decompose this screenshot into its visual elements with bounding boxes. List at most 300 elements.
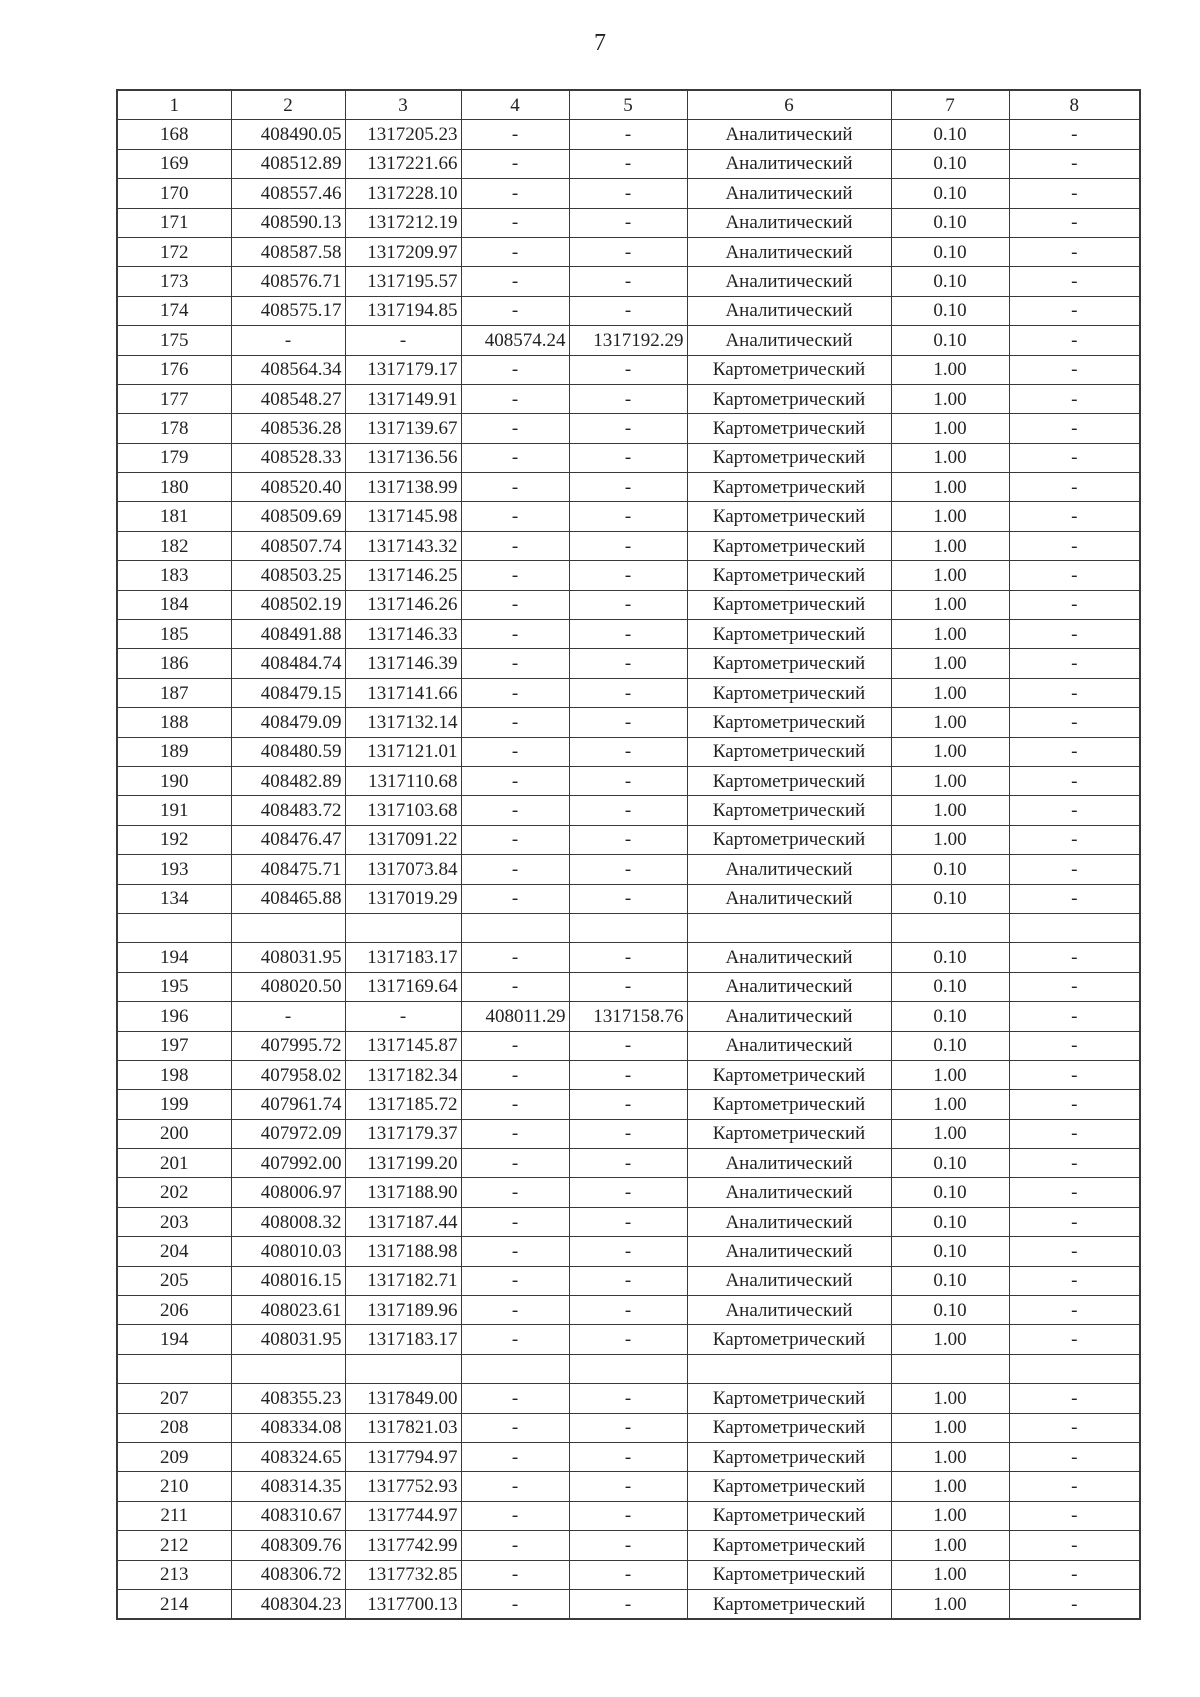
table-cell: -	[1009, 1325, 1140, 1354]
table-cell: -	[1009, 649, 1140, 678]
table-cell: 1.00	[891, 561, 1009, 590]
table-cell: 408309.76	[231, 1531, 345, 1560]
table-cell: Аналитический	[687, 237, 891, 266]
table-cell: Картометрический	[687, 502, 891, 531]
table-cell: -	[569, 1531, 687, 1560]
table-cell: 1317188.90	[345, 1178, 461, 1207]
table-cell: -	[461, 384, 569, 413]
table-row	[117, 855, 1140, 884]
table-cell: -	[1009, 296, 1140, 325]
table-cell: -	[461, 678, 569, 707]
table-cell: -	[461, 1237, 569, 1266]
table-cell: -	[461, 766, 569, 795]
table-cell: Картометрический	[687, 590, 891, 619]
table-cell: 1.00	[891, 620, 1009, 649]
table-row	[117, 208, 1140, 237]
table-cell: -	[569, 1296, 687, 1325]
table-cell: -	[461, 531, 569, 560]
table-cell: 1.00	[891, 1442, 1009, 1471]
table-cell: 206	[117, 1296, 231, 1325]
table-cell: -	[461, 1531, 569, 1560]
table-cell: -	[569, 737, 687, 766]
table-cell: 194	[117, 1325, 231, 1354]
table-cell: 407961.74	[231, 1090, 345, 1119]
table-cell: 1.00	[891, 384, 1009, 413]
table-cell: 1317136.56	[345, 443, 461, 472]
column-header: 2	[231, 90, 345, 120]
table-cell: -	[569, 766, 687, 795]
table-cell: 408008.32	[231, 1207, 345, 1236]
table-cell: 0.10	[891, 149, 1009, 178]
table-cell: Картометрический	[687, 1560, 891, 1589]
table-cell: -	[1009, 1178, 1140, 1207]
table-cell: 1317138.99	[345, 473, 461, 502]
table-cell: -	[569, 208, 687, 237]
table-cell: 0.10	[891, 120, 1009, 149]
table-cell: -	[1009, 1531, 1140, 1560]
table-cell: Аналитический	[687, 855, 891, 884]
table-row	[117, 473, 1140, 502]
table-cell: Аналитический	[687, 149, 891, 178]
table-cell: -	[1009, 237, 1140, 266]
table-cell: -	[345, 1002, 461, 1031]
table-cell: 408355.23	[231, 1384, 345, 1413]
table-cell: 1.00	[891, 443, 1009, 472]
table-cell: 1317169.64	[345, 972, 461, 1001]
table-cell: 408564.34	[231, 355, 345, 384]
table-cell: -	[569, 796, 687, 825]
table-cell: 1317073.84	[345, 855, 461, 884]
table-cell: -	[1009, 120, 1140, 149]
table-cell: -	[569, 825, 687, 854]
table-cell: -	[1009, 972, 1140, 1001]
table-cell: Аналитический	[687, 1266, 891, 1295]
table-cell	[231, 1354, 345, 1383]
table-cell: -	[461, 208, 569, 237]
table-cell: 1.00	[891, 1560, 1009, 1589]
table-row	[117, 1090, 1140, 1119]
table-cell: 190	[117, 766, 231, 795]
table-cell: -	[569, 384, 687, 413]
table-cell: 408590.13	[231, 208, 345, 237]
table-cell: 1317794.97	[345, 1442, 461, 1471]
table-cell: -	[1009, 1031, 1140, 1060]
table-cell: 1317228.10	[345, 179, 461, 208]
table-cell: Картометрический	[687, 1472, 891, 1501]
table-cell: -	[569, 1413, 687, 1442]
table-cell: 176	[117, 355, 231, 384]
table-cell: 205	[117, 1266, 231, 1295]
table-cell: -	[1009, 943, 1140, 972]
table-cell: -	[461, 737, 569, 766]
table-cell: 213	[117, 1560, 231, 1589]
table-cell: 1317221.66	[345, 149, 461, 178]
table-cell: Картометрический	[687, 355, 891, 384]
table-header-row	[117, 90, 1140, 120]
table-cell: Аналитический	[687, 1207, 891, 1236]
table-cell: 1317145.98	[345, 502, 461, 531]
table-cell: Картометрический	[687, 649, 891, 678]
table-cell: -	[1009, 1207, 1140, 1236]
table-cell: 0.10	[891, 1002, 1009, 1031]
table-cell: 211	[117, 1501, 231, 1530]
table-cell: 1317183.17	[345, 1325, 461, 1354]
table-cell: -	[1009, 1002, 1140, 1031]
table-cell: 1317212.19	[345, 208, 461, 237]
table-cell: -	[1009, 1090, 1140, 1119]
table-row	[117, 1060, 1140, 1089]
table-cell: 175	[117, 326, 231, 355]
table-cell: 1317132.14	[345, 708, 461, 737]
table-cell: 1317187.44	[345, 1207, 461, 1236]
table-cell: 1.00	[891, 1531, 1009, 1560]
table-cell: -	[569, 1325, 687, 1354]
table-cell: -	[1009, 590, 1140, 619]
table-row	[117, 1354, 1140, 1383]
table-cell: Аналитический	[687, 179, 891, 208]
table-cell: -	[461, 590, 569, 619]
table-cell: 193	[117, 855, 231, 884]
table-cell: -	[569, 1149, 687, 1178]
table-cell: 1.00	[891, 1384, 1009, 1413]
table-cell: Картометрический	[687, 531, 891, 560]
table-cell: 1317742.99	[345, 1531, 461, 1560]
table-cell: 1317849.00	[345, 1384, 461, 1413]
table-cell: -	[461, 1031, 569, 1060]
table-cell: 408587.58	[231, 237, 345, 266]
table-cell: 408502.19	[231, 590, 345, 619]
table-cell: Аналитический	[687, 972, 891, 1001]
table-cell: 408536.28	[231, 414, 345, 443]
table-cell: -	[461, 1178, 569, 1207]
table-cell: 171	[117, 208, 231, 237]
table-cell: 188	[117, 708, 231, 737]
table-cell: -	[461, 825, 569, 854]
table-cell: 183	[117, 561, 231, 590]
table-cell: -	[569, 502, 687, 531]
table-cell: 1.00	[891, 1090, 1009, 1119]
table-cell: 408520.40	[231, 473, 345, 502]
table-cell: 408491.88	[231, 620, 345, 649]
table-cell: 202	[117, 1178, 231, 1207]
table-cell: Картометрический	[687, 825, 891, 854]
table-cell: -	[1009, 1384, 1140, 1413]
table-cell: -	[461, 561, 569, 590]
table-cell: -	[1009, 149, 1140, 178]
table-cell: 408031.95	[231, 1325, 345, 1354]
table-cell: 1.00	[891, 737, 1009, 766]
table-cell: -	[1009, 561, 1140, 590]
table-cell: Аналитический	[687, 208, 891, 237]
table-row	[117, 296, 1140, 325]
table-row	[117, 1178, 1140, 1207]
table-cell: 210	[117, 1472, 231, 1501]
table-cell: 0.10	[891, 1266, 1009, 1295]
table-cell: 408304.23	[231, 1589, 345, 1619]
table-cell: 408479.15	[231, 678, 345, 707]
column-header: 3	[345, 90, 461, 120]
table-cell: 408476.47	[231, 825, 345, 854]
table-cell: 187	[117, 678, 231, 707]
table-cell: -	[461, 237, 569, 266]
column-header: 8	[1009, 90, 1140, 120]
table-cell: -	[1009, 1501, 1140, 1530]
table-cell: 408509.69	[231, 502, 345, 531]
table-cell: -	[569, 1384, 687, 1413]
table-cell: 1317139.67	[345, 414, 461, 443]
table-cell: -	[1009, 473, 1140, 502]
table-cell: 0.10	[891, 267, 1009, 296]
table-cell: -	[1009, 1413, 1140, 1442]
table-cell: -	[461, 296, 569, 325]
table-cell: 1317194.85	[345, 296, 461, 325]
table-row	[117, 678, 1140, 707]
table-cell: 408310.67	[231, 1501, 345, 1530]
table-row	[117, 267, 1140, 296]
table-cell: 408574.24	[461, 326, 569, 355]
table-cell: Картометрический	[687, 1384, 891, 1413]
table-cell: Картометрический	[687, 414, 891, 443]
table-cell: 1317182.34	[345, 1060, 461, 1089]
page-number: 7	[594, 30, 606, 56]
table-cell: -	[461, 267, 569, 296]
table-cell: 173	[117, 267, 231, 296]
table-row	[117, 179, 1140, 208]
table-cell: Аналитический	[687, 1296, 891, 1325]
table-cell: -	[461, 149, 569, 178]
table-cell: -	[1009, 384, 1140, 413]
table-cell: 0.10	[891, 855, 1009, 884]
table-cell: 0.10	[891, 1207, 1009, 1236]
table-cell: -	[569, 1266, 687, 1295]
table-cell: -	[1009, 267, 1140, 296]
table-row	[117, 355, 1140, 384]
table-cell: 408016.15	[231, 1266, 345, 1295]
table-cell: Картометрический	[687, 1501, 891, 1530]
table-cell: 1317189.96	[345, 1296, 461, 1325]
table-cell: -	[1009, 531, 1140, 560]
table-cell: -	[569, 179, 687, 208]
table-cell: 1.00	[891, 708, 1009, 737]
table-cell: -	[461, 972, 569, 1001]
table-cell: 408314.35	[231, 1472, 345, 1501]
table-row	[117, 502, 1140, 531]
table-cell: 168	[117, 120, 231, 149]
table-cell	[117, 1354, 231, 1383]
table-cell: -	[345, 326, 461, 355]
table-cell: -	[569, 943, 687, 972]
table-cell: -	[461, 1472, 569, 1501]
table-cell: -	[1009, 208, 1140, 237]
table-cell: Картометрический	[687, 473, 891, 502]
table-cell: Картометрический	[687, 1325, 891, 1354]
table-cell: -	[569, 531, 687, 560]
table-cell: 180	[117, 473, 231, 502]
table-cell: -	[1009, 766, 1140, 795]
table-cell: -	[569, 443, 687, 472]
table-cell: 408483.72	[231, 796, 345, 825]
table-cell: 408503.25	[231, 561, 345, 590]
table-cell: 408528.33	[231, 443, 345, 472]
table-cell: -	[569, 1442, 687, 1471]
table-cell: -	[1009, 179, 1140, 208]
table-row	[117, 1325, 1140, 1354]
table-cell: 0.10	[891, 208, 1009, 237]
table-cell: -	[569, 855, 687, 884]
table-cell: 1.00	[891, 678, 1009, 707]
column-header: 5	[569, 90, 687, 120]
table-cell: 408507.74	[231, 531, 345, 560]
table-cell: -	[569, 1119, 687, 1148]
table-cell: -	[569, 1207, 687, 1236]
table-cell: 1317091.22	[345, 825, 461, 854]
table-cell: 1317195.57	[345, 267, 461, 296]
table-cell: 1317199.20	[345, 1149, 461, 1178]
table-cell: -	[569, 1237, 687, 1266]
table-cell: Картометрический	[687, 796, 891, 825]
table-row	[117, 561, 1140, 590]
table-cell: -	[569, 1060, 687, 1089]
table-cell: 186	[117, 649, 231, 678]
table-cell: Картометрический	[687, 1090, 891, 1119]
table-row	[117, 913, 1140, 942]
table-cell: -	[569, 708, 687, 737]
table-cell: 199	[117, 1090, 231, 1119]
table-cell: -	[569, 296, 687, 325]
table-cell: -	[461, 1149, 569, 1178]
table-cell: Аналитический	[687, 326, 891, 355]
table-cell: 1.00	[891, 473, 1009, 502]
table-cell: 1.00	[891, 531, 1009, 560]
table-cell: 1317143.32	[345, 531, 461, 560]
table-cell: -	[569, 267, 687, 296]
table-cell: 1.00	[891, 590, 1009, 619]
table-cell: 408475.71	[231, 855, 345, 884]
table-cell: 0.10	[891, 943, 1009, 972]
table-cell: 214	[117, 1589, 231, 1619]
table-cell: 0.10	[891, 972, 1009, 1001]
table-cell: 0.10	[891, 1149, 1009, 1178]
table-cell: -	[461, 1442, 569, 1471]
table-cell: Картометрический	[687, 620, 891, 649]
table-cell: 191	[117, 796, 231, 825]
table-cell: Картометрический	[687, 1531, 891, 1560]
table-cell: -	[1009, 737, 1140, 766]
table-cell: 1317732.85	[345, 1560, 461, 1589]
table-cell: 0.10	[891, 296, 1009, 325]
table-cell: Картометрический	[687, 737, 891, 766]
table-cell: 407992.00	[231, 1149, 345, 1178]
table-cell: Картометрический	[687, 1442, 891, 1471]
table-cell: -	[461, 355, 569, 384]
table-cell: 408011.29	[461, 1002, 569, 1031]
table-cell: 0.10	[891, 237, 1009, 266]
table-row	[117, 1119, 1140, 1148]
table-row	[117, 972, 1140, 1001]
table-cell: -	[1009, 678, 1140, 707]
table-row	[117, 1531, 1140, 1560]
table-cell: -	[461, 1119, 569, 1148]
table-cell: -	[1009, 355, 1140, 384]
table-cell: 209	[117, 1442, 231, 1471]
table-cell: 174	[117, 296, 231, 325]
table-cell: -	[1009, 1119, 1140, 1148]
table-cell: 408548.27	[231, 384, 345, 413]
table-row	[117, 1237, 1140, 1266]
table-cell: 408575.17	[231, 296, 345, 325]
table-cell: 1317179.37	[345, 1119, 461, 1148]
table-cell: Картометрический	[687, 1413, 891, 1442]
table-cell: -	[1009, 620, 1140, 649]
table-cell: Аналитический	[687, 267, 891, 296]
table-cell: -	[569, 649, 687, 678]
table-row	[117, 1442, 1140, 1471]
table-cell: 1.00	[891, 414, 1009, 443]
table-cell: 1.00	[891, 825, 1009, 854]
coordinates-table	[116, 89, 1141, 1620]
table-cell: 1317019.29	[345, 884, 461, 913]
table-cell: -	[1009, 1237, 1140, 1266]
table-cell: 1317146.26	[345, 590, 461, 619]
table-cell: 194	[117, 943, 231, 972]
table-cell	[1009, 1354, 1140, 1383]
table-cell: 1317145.87	[345, 1031, 461, 1060]
table-cell: -	[461, 1060, 569, 1089]
table-cell: Аналитический	[687, 1031, 891, 1060]
table-cell	[461, 1354, 569, 1383]
table-cell: -	[461, 414, 569, 443]
table-cell: 184	[117, 590, 231, 619]
table-cell: -	[569, 414, 687, 443]
table-cell: 1317209.97	[345, 237, 461, 266]
table-row	[117, 1501, 1140, 1530]
table-cell: 201	[117, 1149, 231, 1178]
table-cell	[891, 913, 1009, 942]
table-cell: -	[461, 179, 569, 208]
table-cell: 134	[117, 884, 231, 913]
column-header: 1	[117, 90, 231, 120]
table-cell: 196	[117, 1002, 231, 1031]
table-row	[117, 531, 1140, 560]
table-cell: 408324.65	[231, 1442, 345, 1471]
table-row	[117, 620, 1140, 649]
table-cell: -	[461, 1325, 569, 1354]
table-cell: -	[461, 1384, 569, 1413]
table-cell: 1.00	[891, 1060, 1009, 1089]
table-cell: -	[231, 1002, 345, 1031]
table-cell: -	[569, 1560, 687, 1589]
table-cell: -	[461, 1207, 569, 1236]
table-cell	[687, 1354, 891, 1383]
column-header: 4	[461, 90, 569, 120]
table-cell: -	[569, 1178, 687, 1207]
table-cell: Картометрический	[687, 561, 891, 590]
table-cell: 1.00	[891, 355, 1009, 384]
table-row	[117, 1384, 1140, 1413]
table-row	[117, 1413, 1140, 1442]
table-row	[117, 384, 1140, 413]
table-cell: -	[569, 1031, 687, 1060]
table-cell: -	[569, 884, 687, 913]
table-cell: 1317141.66	[345, 678, 461, 707]
table-cell: 1.00	[891, 1325, 1009, 1354]
table-cell: 0.10	[891, 1031, 1009, 1060]
table-cell: Аналитический	[687, 1149, 891, 1178]
table-cell: 208	[117, 1413, 231, 1442]
table-cell: -	[1009, 796, 1140, 825]
table-row	[117, 1002, 1140, 1031]
table-cell: -	[461, 1560, 569, 1589]
